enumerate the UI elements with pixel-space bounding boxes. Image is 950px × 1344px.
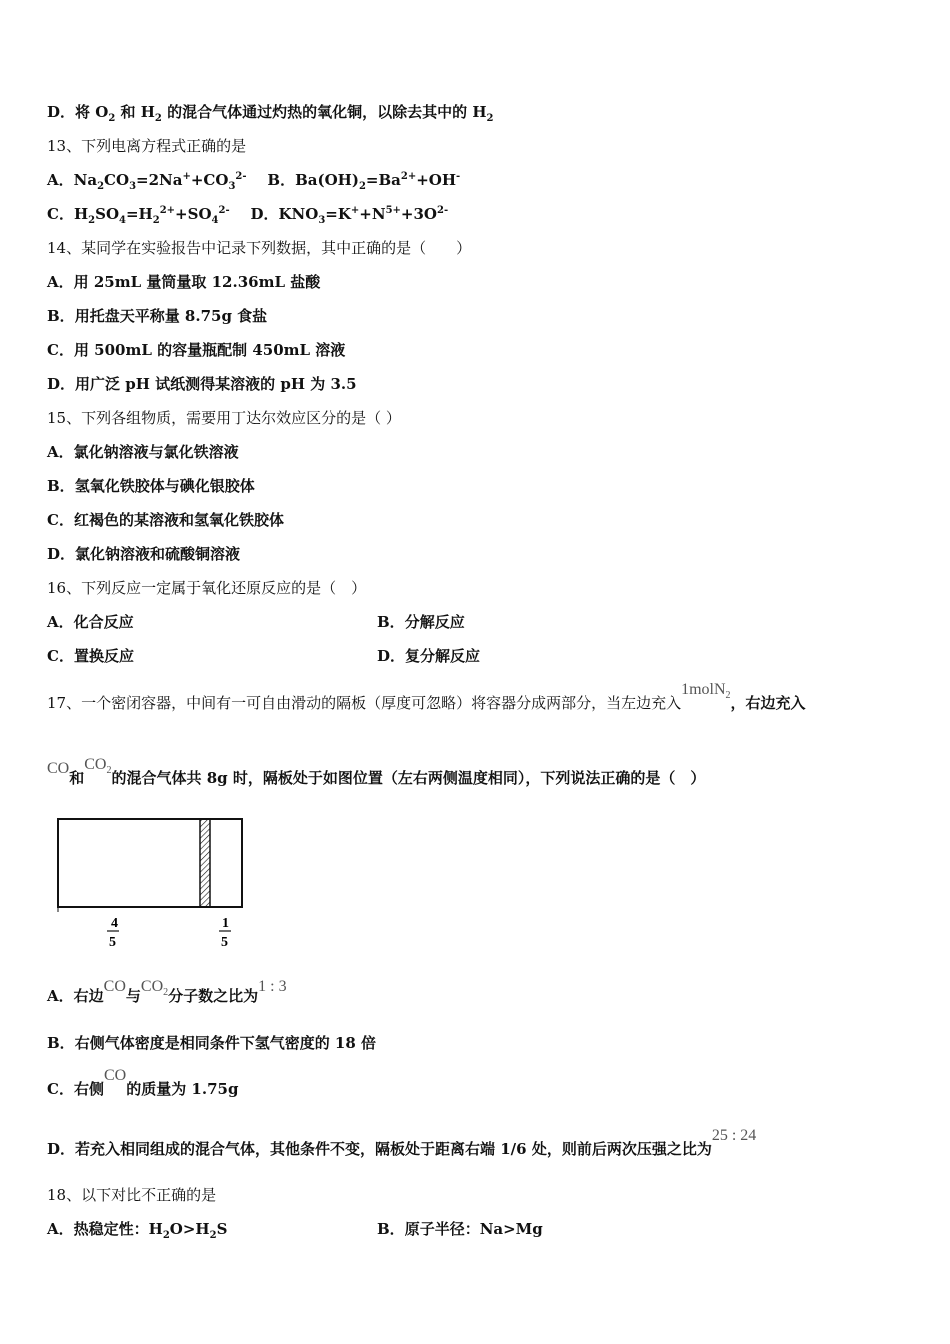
fig-left-num: 4 <box>111 916 118 931</box>
q15-option-b[interactable]: B．氢氧化铁胶体与碘化银胶体 <box>47 477 255 495</box>
q12-option-d[interactable]: D．将 $O_2$ 和 $H_2$ 的混合气体通过灼热的氧化铜，以除去其中的 $H_2$ <box>47 103 494 124</box>
q14-option-a[interactable]: A．用 25mL 量筒量取 12.36mL 盐酸 <box>47 273 321 291</box>
q17-stem-line2: CO和$CO_2$的混合气体共 8g 时，隔板处于如图位置（左右两侧温度相同），下列说法正确的是（ ） <box>47 756 706 787</box>
q18-stem: 18、以下对比不正确的是 <box>47 1186 217 1204</box>
fig-right-num: 1 <box>222 916 229 931</box>
q17-option-c[interactable]: C．右侧CO的质量为 1.75g <box>47 1067 239 1098</box>
container-outline <box>58 819 242 907</box>
math-co: CO <box>103 978 126 995</box>
fig-right-den: 5 <box>221 935 228 950</box>
q17-option-d[interactable]: D．若充入相同组成的混合气体，其他条件不变，隔板处于距离右端 1/6 处，则前后两次压强之比为25 : 24 <box>47 1127 757 1158</box>
math-ratio-1-3: 1 : 3 <box>258 978 287 995</box>
q14-option-b[interactable]: B．用托盘天平称量 8.75g 食盐 <box>47 307 268 325</box>
partition-board <box>200 819 210 907</box>
q17-option-b[interactable]: B．右侧气体密度是相同条件下氢气密度的 18 倍 <box>47 1034 377 1052</box>
q16-option-c[interactable]: C．置换反应 <box>47 647 134 665</box>
q16-option-b[interactable]: B．分解反应 <box>377 613 465 631</box>
q16-option-d[interactable]: D．复分解反应 <box>377 647 481 665</box>
q14-option-d[interactable]: D．用广泛 pH 试纸测得某溶液的 pH 为 3.5 <box>47 375 357 393</box>
fig-left-den: 5 <box>109 935 116 950</box>
q16-stem: 16、下列反应一定属于氧化还原反应的是（ ） <box>47 579 367 597</box>
q15-option-c[interactable]: C．红褐色的某溶液和氢氧化铁胶体 <box>47 511 284 529</box>
math-ratio-25-24: 25 : 24 <box>711 1127 757 1144</box>
q18-option-a[interactable]: A．热稳定性：$H_2O>H_2S$ <box>47 1220 228 1241</box>
math-co: CO <box>47 760 70 777</box>
q14-stem: 14、某同学在实验报告中记录下列数据，其中正确的是（ ） <box>47 239 472 257</box>
q18-option-b[interactable]: B．原子半径：Na>Mg <box>377 1220 543 1238</box>
q13-options-cd[interactable]: C．$H_2SO_4=H_2^{2+}+SO_4^{2-}$ D．$KNO_3=K^++N^{5+}+3O^{2-}$ <box>47 205 449 226</box>
math-co: CO <box>103 1067 127 1084</box>
q13-options-ab[interactable]: A．$Na_2CO_3=2Na^++CO_3^{2-}$ B．$Ba(OH)_2=Ba^{2+}+OH^-$ <box>47 171 461 192</box>
q17-container-figure <box>45 812 255 957</box>
q15-option-a[interactable]: A．氯化钠溶液与氯化铁溶液 <box>47 443 239 461</box>
q15-stem: 15、下列各组物质，需要用丁达尔效应区分的是（ ） <box>47 409 401 427</box>
q17-stem-line1: 17、一个密闭容器，中间有一可自由滑动的隔板（厚度可忽略）将容器分成两部分，当左边充入1molN$_2$，右边充入 <box>47 681 806 712</box>
math-1moln2: 1molN$_2$ <box>681 681 731 702</box>
math-co2: $CO_2$ <box>140 978 169 999</box>
q13-stem: 13、下列电离方程式正确的是 <box>47 137 247 155</box>
q15-option-d[interactable]: D．氯化钠溶液和硫酸铜溶液 <box>47 545 241 563</box>
q14-option-c[interactable]: C．用 500mL 的容量瓶配制 450mL 溶液 <box>47 341 346 359</box>
q17-option-a[interactable]: A．右边CO与$CO_2$分子数之比为1 : 3 <box>47 978 287 1005</box>
math-co2: $CO_2$ <box>84 756 112 777</box>
q16-option-a[interactable]: A．化合反应 <box>47 613 134 631</box>
